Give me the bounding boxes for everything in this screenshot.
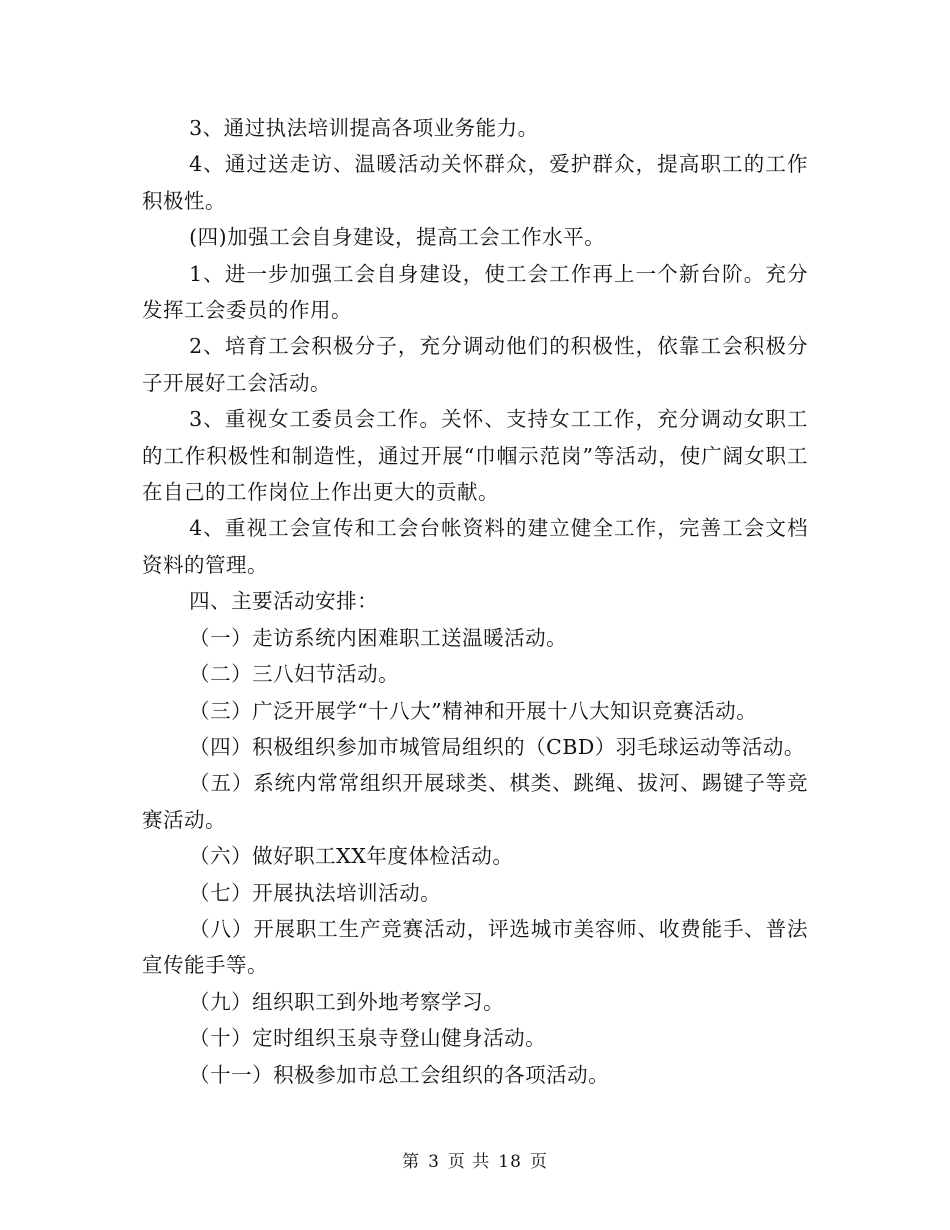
paragraph: 3、通过执法培训提高各项业务能力。 xyxy=(189,116,539,140)
total-pages-number: 18 xyxy=(498,1152,522,1172)
footer-prefix: 第 xyxy=(402,1152,421,1172)
footer-suffix: 页 xyxy=(529,1152,548,1172)
list-item: （六）做好职工XX年度体检活动。 xyxy=(189,844,514,869)
list-item: （一）走访系统内困难职工送温暖活动。 xyxy=(189,625,568,650)
document-body xyxy=(142,110,808,1093)
paragraph: 4、通过送走访、温暖活动关怀群众，爱护群众，提高职工的工作积极性。 xyxy=(142,152,808,213)
paragraph: 1、进一步加强工会自身建设，使工会工作再上一个新台阶。充分发挥工会委员的作用。 xyxy=(142,261,808,323)
list-item: （十）定时组织玉泉寺登山健身活动。 xyxy=(189,1026,547,1051)
list-item: （二）三八妇节活动。 xyxy=(189,662,400,687)
list-item: （九）组织职工到外地考察学习。 xyxy=(189,989,505,1014)
list-item: （三）广泛开展学“十八大”精神和开展十八大知识竞赛活动。 xyxy=(189,698,758,723)
list-item: （四）积极组织参加市城管局组织的（CBD）羽毛球运动等活动。 xyxy=(189,734,805,759)
section-heading: (四)加强工会自身建设，提高工会工作水平。 xyxy=(189,225,606,250)
list-item: （八）开展职工生产竞赛活动，评选城市美容师、收费能手、普法宣传能手等。 xyxy=(142,916,808,978)
list-item: （十一）积极参加市总工会组织的各项活动。 xyxy=(189,1062,610,1087)
footer-middle: 页 共 xyxy=(447,1152,491,1172)
section-heading: 四、主要活动安排： xyxy=(189,589,379,614)
list-item: （七）开展执法培训活动。 xyxy=(189,880,442,905)
list-item: （五）系统内常常组织开展球类、棋类、跳绳、拔河、踢键子等竞赛活动。 xyxy=(142,771,808,832)
paragraph: 2、培育工会积极分子，充分调动他们的积极性，依靠工会积极分子开展好工会活动。 xyxy=(142,334,808,395)
current-page-number: 3 xyxy=(428,1152,440,1172)
page-footer xyxy=(0,1150,950,1174)
paragraph: 3、重视女工委员会工作。关怀、支持女工工作，充分调动女职工的工作积极性和制造性，通过开展“巾帼示范岗”等活动，使广阔女职工在自己的工作岗位上作出更大的贡献。 xyxy=(142,407,808,505)
paragraph: 4、重视工会宣传和工会台帐资料的建立健全工作，完善工会文档资料的管理。 xyxy=(142,516,808,577)
